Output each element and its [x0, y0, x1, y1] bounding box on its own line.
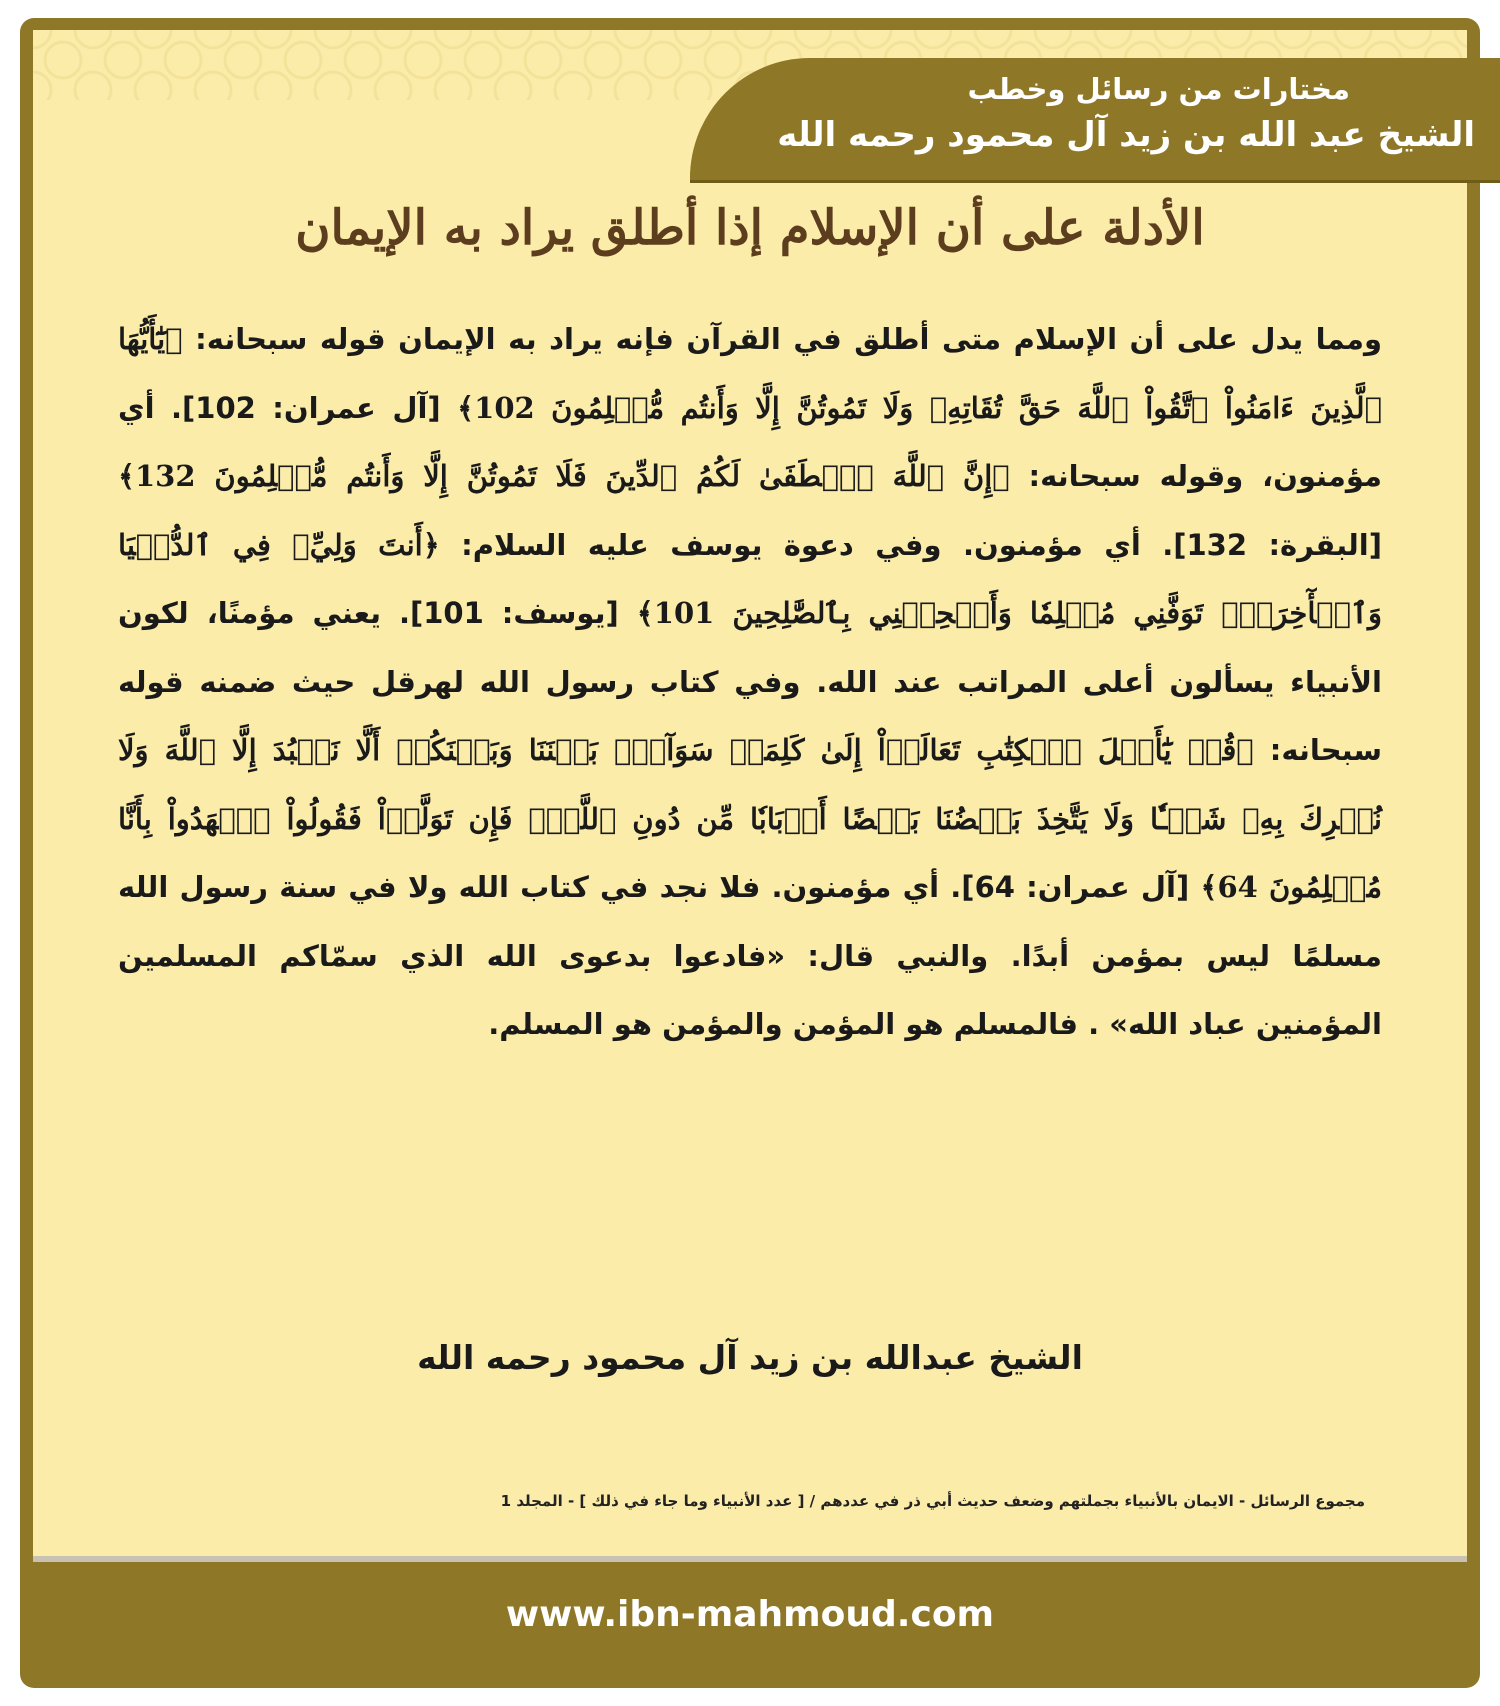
source-reference: مجموع الرسائل - الايمان بالأنبياء بجملتهم وضعف حديث أبي ذر في عددهم / [ عدد الأنبياء وما جاء في ذلك ] - المجلد 1: [500, 1492, 1365, 1510]
article-body: [118, 305, 1382, 1059]
quran-verse-3: ﴿أَنتَ وَلِيِّۦ فِي ٱلدُّنۡيَا وَٱلۡأٓخِرَةِۖ تَوَفَّنِي مُسۡلِمٗا وَأَلۡحِقۡنِي بِٱلصَّٰلِحِينَ 101﴾: [118, 527, 1382, 630]
body-text-1: [آل عمران: 102]. أي مؤمنون، وقوله سبحانه:: [118, 390, 1382, 493]
body-text-4: [آل عمران: 64]. أي مؤمنون. فلا نجد في كتاب الله ولا في سنة رسول الله مسلمًا ليس بمؤمن أبدًا. والنبي قال: «فادعوا بدعوى الله الذي سمّاكم المسلمين المؤمنين عباد الله» . فالمسلم هو المؤمن والمؤمن هو المسلم.: [118, 870, 1382, 1041]
quran-verse-2: ﴿إِنَّ ٱللَّهَ ٱصۡطَفَىٰ لَكُمُ ٱلدِّينَ فَلَا تَمُوتُنَّ إِلَّا وَأَنتُم مُّسۡلِمُونَ 132﴾: [118, 459, 1010, 493]
body-text-3: [يوسف: 101]. يعني مؤمنًا، لكون الأنبياء يسألون أعلى المراتب عند الله. وفي كتاب رسول الله لهرقل حيث ضمنه قوله سبحانه:: [118, 596, 1382, 767]
body-intro: ومما يدل على أن الإسلام متى أطلق في القرآن فإنه يراد به الإيمان قوله سبحانه:: [182, 322, 1382, 356]
body-text-2: [البقرة: 132]. أي مؤمنون. وفي دعوة يوسف عليه السلام:: [439, 527, 1382, 562]
page-title: الأدلة على أن الإسلام إذا أطلق يراد به الإيمان: [295, 200, 1205, 256]
quran-verse-1: ﴿يَٰٓأَيُّهَا ٱلَّذِينَ ءَامَنُواْ ٱتَّقُواْ ٱللَّهَ حَقَّ تُقَاتِهِۦ وَلَا تَمُوتُنَّ إِلَّا وَأَنتُم مُّسۡلِمُونَ 102﴾: [118, 322, 1382, 425]
website-link[interactable]: www.ibn-mahmoud.com: [505, 1594, 995, 1635]
quran-verse-4: ﴿قُلۡ يَٰٓأَهۡلَ ٱلۡكِتَٰبِ تَعَالَوۡاْ إِلَىٰ كَلِمَةٖ سَوَآءِۭ بَيۡنَنَا وَبَيۡنَكُمۡ أَلَّا نَعۡبُدَ إِلَّا ٱللَّهَ وَلَا نُشۡرِكَ بِهِۦ شَيۡـٔٗا وَلَا يَتَّخِذَ بَعۡضُنَا بَعۡضًا أَرۡبَابٗا مِّن دُونِ ٱللَّهِۚ فَإِن تَوَلَّوۡاْ فَقُولُواْ ٱشۡهَدُواْ بِأَنَّا مُسۡلِمُونَ 64﴾: [118, 733, 1382, 904]
header-author-name: الشيخ عبد الله بن زيد آل محمود رحمه الله: [777, 115, 1475, 155]
author-signature: الشيخ عبدالله بن زيد آل محمود رحمه الله: [417, 1338, 1083, 1377]
header-series-title: مختارات من رسائل وخطب: [967, 72, 1350, 106]
